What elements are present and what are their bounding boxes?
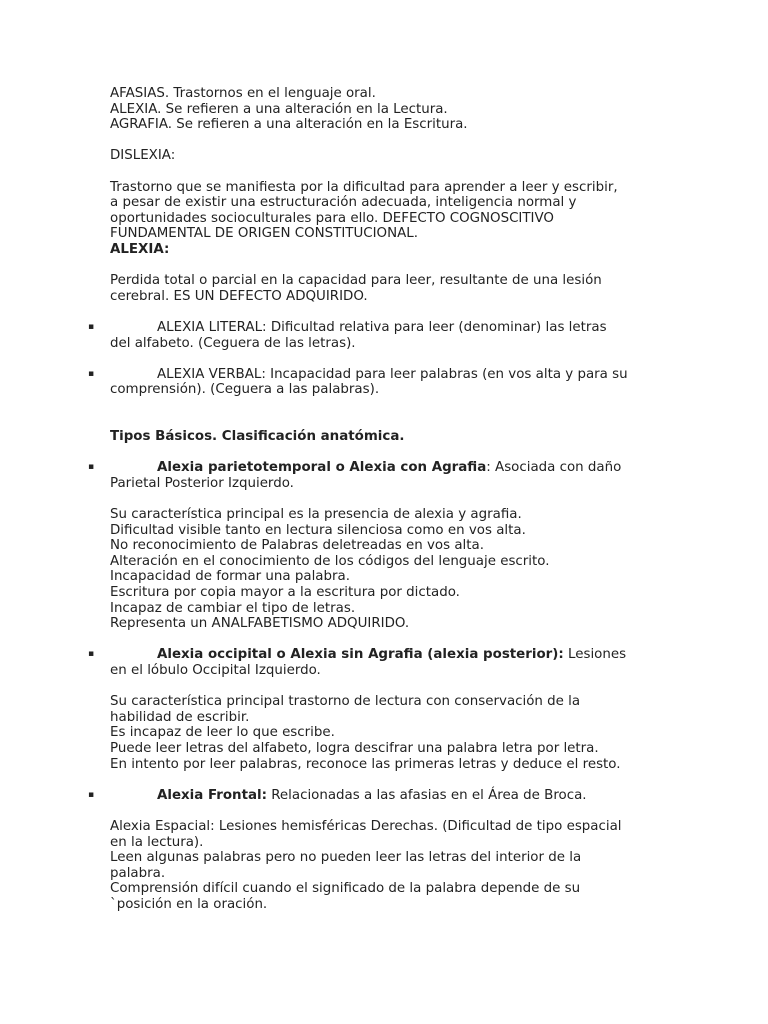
dislexia-line: FUNDAMENTAL DE ORIGEN CONSTITUCIONAL. [110,226,418,242]
dislexia-line: oportunidades socioculturales para ello. DEFECTO COGNOSCITIVO [110,210,554,226]
alexia-literal-text-cont: del alfabeto. (Ceguera de las letras). [110,335,356,351]
intro-block [110,86,670,133]
parieto-title: Alexia parietotemporal o Alexia con Agrafia [157,460,487,476]
alexia-heading: ALEXIA: [110,241,170,257]
occipital-line2: en el lóbulo Occipital Izquierdo. [110,662,321,678]
occipital-detail-line: Puede leer letras del alfabeto, logra descifrar una palabra letra por letra. [110,740,599,756]
frontal-detail-line: Comprensión difícil cuando el significado de la palabra depende de su [110,881,581,897]
dislexia-line: a pesar de existir una estructuración adecuada, inteligencia normal y [110,195,577,211]
frontal-rest: Relacionadas a las afasias en el Área de Broca. [266,787,587,803]
list-item-alexia-occipital [88,647,670,678]
alexia-verbal-text: ALEXIA VERBAL: Incapacidad para leer palabras (en vos alta y para su [157,366,628,382]
list-item-alexia-verbal [88,366,670,398]
frontal-detail-line: en la lectura). [110,834,204,850]
occipital-rest: Lesiones [563,647,627,663]
alexia-verbal-text-cont: comprensión). (Ceguera a las palabras). [110,382,380,398]
occipital-detail-line: Su característica principal trastorno de lectura con conservación de la [110,694,581,710]
bullet-marker: ▪ [88,789,95,800]
alexia-paragraph [110,273,670,304]
alexia-literal-text: ALEXIA LITERAL: Dificultad relativa para leer (denominar) las letras [157,319,607,335]
frontal-title: Alexia Frontal: [157,787,267,803]
dislexia-line: Trastorno que se manifiesta por la dificultad para aprender a leer y escribir, [110,179,618,195]
parieto-detail-line: Su característica principal es la presencia de alexia y agrafia. [110,507,522,523]
parieto-detail-line: Escritura por copia mayor a la escritura por dictado. [110,585,460,600]
frontal-detail-line: Leen algunas palabras pero no pueden leer las letras del interior de la [110,850,582,866]
occipital-details [110,694,670,772]
list-item-alexia-parietotemporal [88,460,670,491]
bullet-marker: ▪ [88,368,95,379]
intro-line-agrafia: AGRAFIA. Se refieren a una alteración en la Escritura. [110,117,468,133]
bullet-marker: ▪ [88,321,95,332]
parieto-detail-line: Incapaz de cambiar el tipo de letras. [110,600,356,616]
list-item-alexia-frontal [88,787,670,804]
parieto-details [110,507,670,632]
parieto-detail-line: Incapacidad de formar una palabra. [110,569,350,585]
parieto-line2: Parietal Posterior Izquierdo. [110,475,294,491]
bullet-marker: ▪ [88,462,95,473]
parieto-detail-line: Dificultad visible tanto en lectura silenciosa como en vos alta. [110,522,526,538]
occipital-detail-line: Es incapaz de leer lo que escribe. [110,725,335,741]
list-item-alexia-literal [88,319,670,351]
occipital-title: Alexia occipital o Alexia sin Agrafia (alexia posterior): [157,647,564,663]
occipital-detail-line: habilidad de escribir. [110,709,250,725]
parieto-detail-line: No reconocimiento de Palabras deletreadas en vos alta. [110,538,484,554]
intro-line-alexia: ALEXIA. Se refieren a una alteración en la Lectura. [110,101,448,117]
dislexia-paragraph [110,180,670,242]
bullet-marker: ▪ [88,649,95,660]
dislexia-heading: DISLEXIA: [110,148,176,164]
frontal-detail-line: Alexia Espacial: Lesiones hemisféricas Derechas. (Dificultad de tipo espacial [110,818,622,834]
parieto-rest: : Asociada con daño [486,460,622,476]
frontal-detail-line: `posición en la oración. [110,896,268,912]
frontal-detail-line: palabra. [110,865,166,881]
document-page [88,86,670,912]
frontal-details [110,819,670,913]
tipos-heading: Tipos Básicos. Clasificación anatómica. [110,429,405,445]
parieto-detail-line: Representa un ANALFABETISMO ADQUIRIDO. [110,616,410,632]
parieto-detail-line: Alteración en el conocimiento de los códigos del lenguaje escrito. [110,553,550,569]
occipital-detail-line: En intento por leer palabras, reconoce las primeras letras y deduce el resto. [110,756,621,772]
alexia-line: Perdida total o parcial en la capacidad para leer, resultante de una lesión [110,273,602,289]
alexia-line: cerebral. ES UN DEFECTO ADQUIRIDO. [110,288,368,304]
intro-line-afasias: AFASIAS. Trastornos en el lenguaje oral. [110,86,376,101]
